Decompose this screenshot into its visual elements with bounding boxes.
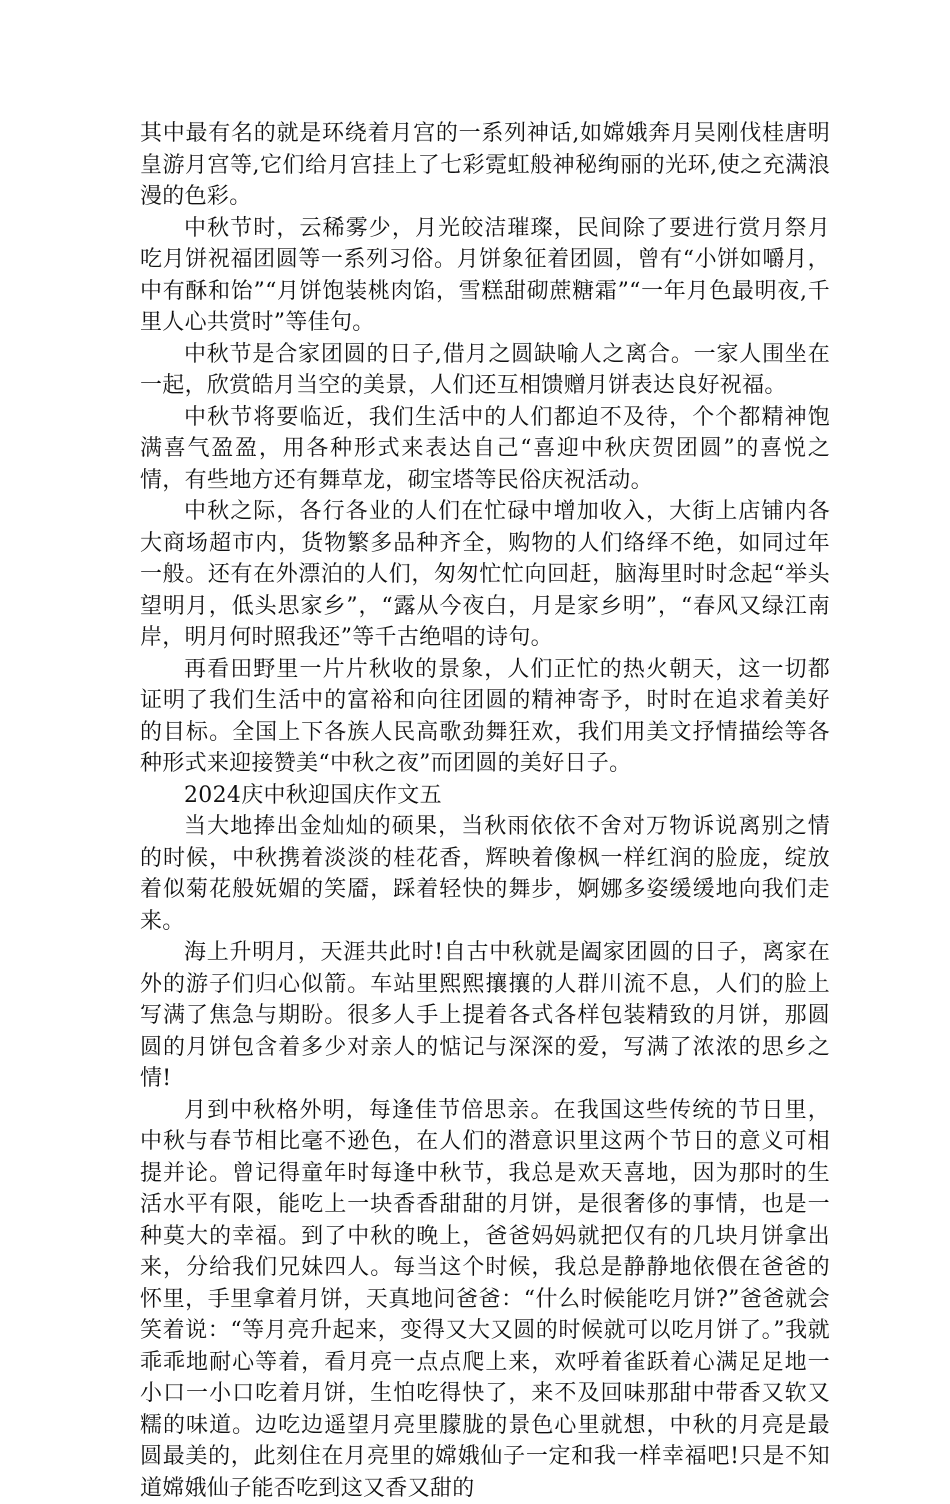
paragraph: 当大地捧出金灿灿的硕果，当秋雨依依不舍对万物诉说离别之情的时候，中秋携着淡淡的桂花香，辉映着像枫一样红润的脸庞，绽放着似菊花般妩媚的笑靥，踩着轻快的舞步，婀娜多姿缓缓地向我们走来。 xyxy=(140,811,830,937)
document-body xyxy=(140,118,830,1504)
paragraph: 再看田野里一片片秋收的景象，人们正忙的热火朝天，这一切都证明了我们生活中的富裕和向往团圆的精神寄予，时时在追求着美好的目标。全国上下各族人民高歌劲舞狂欢，我们用美文抒情描绘等各种形式来迎接赞美“中秋之夜”而团圆的美好日子。 xyxy=(140,654,830,780)
paragraph: 中秋节时，云稀雾少，月光皎洁璀璨，民间除了要进行赏月祭月吃月饼祝福团圆等一系列习俗。月饼象征着团圆，曾有“小饼如嚼月，中有酥和饴”“月饼饱装桃肉馅，雪糕甜砌蔗糖霜”“一年月色最明夜,千里人心共赏时”等佳句。 xyxy=(140,213,830,339)
paragraph: 月到中秋格外明，每逢佳节倍思亲。在我国这些传统的节日里，中秋与春节相比毫不逊色，在人们的潜意识里这两个节日的意义可相提并论。曾记得童年时每逢中秋节，我总是欢天喜地，因为那时的生活水平有限，能吃上一块香香甜甜的月饼，是很奢侈的事情，也是一种莫大的幸福。到了中秋的晚上，爸爸妈妈就把仅有的几块月饼拿出来，分给我们兄妹四人。每当这个时候，我总是静静地依偎在爸爸的怀里，手里拿着月饼，天真地问爸爸：“什么时候能吃月饼?”爸爸就会笑着说：“等月亮升起来，变得又大又圆的时候就可以吃月饼了。”我就乖乖地耐心等着，看月亮一点点爬上来，欢呼着雀跃着心满足足地一小口一小口吃着月饼，生怕吃得快了，来不及回味那甜中带香又软又糯的味道。边吃边遥望月亮里朦胧的景色心里就想，中秋的月亮是最圆最美的，此刻住在月亮里的嫦娥仙子一定和我一样幸福吧!只是不知道嫦娥仙子能否吃到这又香又甜的 xyxy=(140,1095,830,1504)
paragraph: 其中最有名的就是环绕着月宫的一系列神话,如嫦娥奔月吴刚伐桂唐明皇游月宫等,它们给月宫挂上了七彩霓虹般神秘绚丽的光环,使之充满浪漫的色彩。 xyxy=(140,118,830,213)
section-heading: 2024庆中秋迎国庆作文五 xyxy=(140,780,830,812)
paragraph: 中秋之际，各行各业的人们在忙碌中增加收入，大街上店铺内各大商场超市内，货物繁多品种齐全，购物的人们络绎不绝，如同过年一般。还有在外漂泊的人们，匆匆忙忙向回赶，脑海里时时念起“举头望明月，低头思家乡”，“露从今夜白，月是家乡明”，“春风又绿江南岸，明月何时照我还”等千古绝唱的诗句。 xyxy=(140,496,830,654)
paragraph: 中秋节是合家团圆的日子,借月之圆缺喻人之离合。一家人围坐在一起，欣赏皓月当空的美景，人们还互相馈赠月饼表达良好祝福。 xyxy=(140,339,830,402)
paragraph: 中秋节将要临近，我们生活中的人们都迫不及待，个个都精神饱满喜气盈盈，用各种形式来表达自己“喜迎中秋庆贺团圆”的喜悦之情，有些地方还有舞草龙，砌宝塔等民俗庆祝活动。 xyxy=(140,402,830,497)
paragraph: 海上升明月，天涯共此时!自古中秋就是阖家团圆的日子，离家在外的游子们归心似箭。车站里熙熙攘攘的人群川流不息，人们的脸上写满了焦急与期盼。很多人手上提着各式各样包装精致的月饼，那圆圆的月饼包含着多少对亲人的惦记与深深的爱，写满了浓浓的思乡之情! xyxy=(140,937,830,1095)
